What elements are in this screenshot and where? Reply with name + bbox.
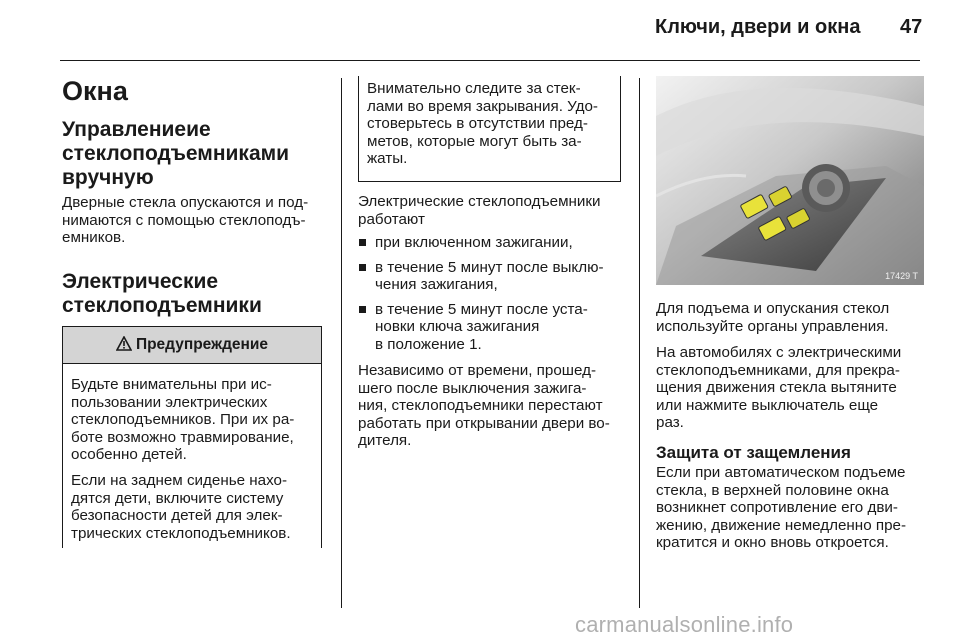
text-line: особенно детей. <box>71 446 187 463</box>
list-item <box>358 234 623 252</box>
section-title: Окна <box>62 76 128 106</box>
subsection-title-electric <box>62 270 262 318</box>
text-line: Внимательно следите за стек- <box>367 80 581 97</box>
warning-box <box>62 326 322 548</box>
subsection-title-manual <box>62 118 289 190</box>
window-switch-photo <box>656 76 924 285</box>
text-line: емников. <box>62 229 126 246</box>
heading-line: Электрические <box>62 270 219 293</box>
operation-conditions-list <box>358 234 623 360</box>
heading-line: Управлениеие <box>62 118 211 141</box>
watermark: carmanualsonline.info <box>575 612 794 637</box>
text-line: жению, движение немедленно пре- <box>656 516 907 534</box>
heading-line: стеклоподъемниками <box>62 142 290 165</box>
warning-text-1 <box>71 376 317 464</box>
photo-code: 17429 T <box>885 271 918 281</box>
text-line: дятся дети, включите систему <box>71 489 284 507</box>
text-line: боте возможно травмирование, <box>71 428 294 446</box>
text-line: щения движения стекла вытяните <box>656 379 897 396</box>
list-item-text: при включенном зажигании, <box>375 234 573 251</box>
text-line: дителя. <box>358 432 412 449</box>
warning-title: Предупреждение <box>135 336 269 353</box>
text-line: безопасности детей для элек- <box>71 507 283 524</box>
text-line: стоверьтесь в отсутствии пред- <box>367 115 588 132</box>
stop-movement-text <box>656 344 931 432</box>
caution-note-box <box>358 76 621 182</box>
header-title: Ключи, двери и окна <box>655 16 861 38</box>
text-line: стеклоподъемников. При их ра- <box>71 411 295 428</box>
column-divider-2 <box>639 78 640 608</box>
text-line: используйте органы управления. <box>656 317 889 335</box>
text-line: Для подъема и опускания стекол <box>656 300 890 317</box>
text-line: или нажмите выключатель еще <box>656 396 879 414</box>
text-line: Если на заднем сиденье нахо- <box>71 472 288 489</box>
text-line: пользовании электрических <box>71 393 268 411</box>
text-line: стекла, в верхней половине окна <box>656 481 889 499</box>
text-line: Если при автоматическом подъеме <box>656 464 906 481</box>
text-line: метов, которые могут быть за- <box>367 132 582 150</box>
warning-triangle-icon <box>116 336 132 355</box>
text-line: работать при открывании двери во- <box>358 414 610 432</box>
text-line: Независимо от времени, прошед- <box>358 362 597 379</box>
list-item-text: в течение 5 минут после уста- новки ключа зажигания в положение 1. <box>375 300 588 353</box>
text-line: Дверные стекла опускаются и под- <box>62 194 309 211</box>
list-item <box>358 301 623 354</box>
operation-intro-text <box>358 193 628 228</box>
text-line: стеклоподъемниками, для прекра- <box>656 361 900 379</box>
anti-pinch-text <box>656 464 936 552</box>
text-line: лами во время закрывания. Удо- <box>367 97 598 115</box>
warning-text-2 <box>71 472 317 542</box>
heading-line: вручную <box>62 166 154 189</box>
anti-pinch-title: Защита от защемления <box>656 443 851 462</box>
manual-windows-text <box>62 194 332 247</box>
text-line: жаты. <box>367 150 408 167</box>
text-line: На автомобилях с электрическими <box>656 344 902 361</box>
text-line: раз. <box>656 414 684 431</box>
text-line: нимаются с помощью стеклоподъ- <box>62 211 306 229</box>
caution-note-text <box>367 80 617 168</box>
door-open-text <box>358 362 628 450</box>
text-line: возникнет сопротивление его дви- <box>656 499 898 516</box>
text-line: кратится и окно вновь откроется. <box>656 534 889 551</box>
list-item-text: в течение 5 минут после выклю- чения зажигания, <box>375 258 604 293</box>
warning-header <box>63 326 321 364</box>
column-divider-1 <box>341 78 342 608</box>
page-number: 47 <box>900 16 923 38</box>
header-divider <box>60 60 920 61</box>
text-line: Будьте внимательны при ис- <box>71 376 272 393</box>
list-item <box>358 259 623 294</box>
text-line: работают <box>358 210 425 228</box>
heading-line: стеклоподъемники <box>62 294 262 317</box>
controls-text <box>656 300 931 335</box>
text-line: ния, стеклоподъемники перестают <box>358 397 603 414</box>
text-line: трических стеклоподъемников. <box>71 524 291 542</box>
text-line: шего после выключения зажига- <box>358 379 587 397</box>
text-line: Электрические стеклоподъемники <box>358 193 601 210</box>
